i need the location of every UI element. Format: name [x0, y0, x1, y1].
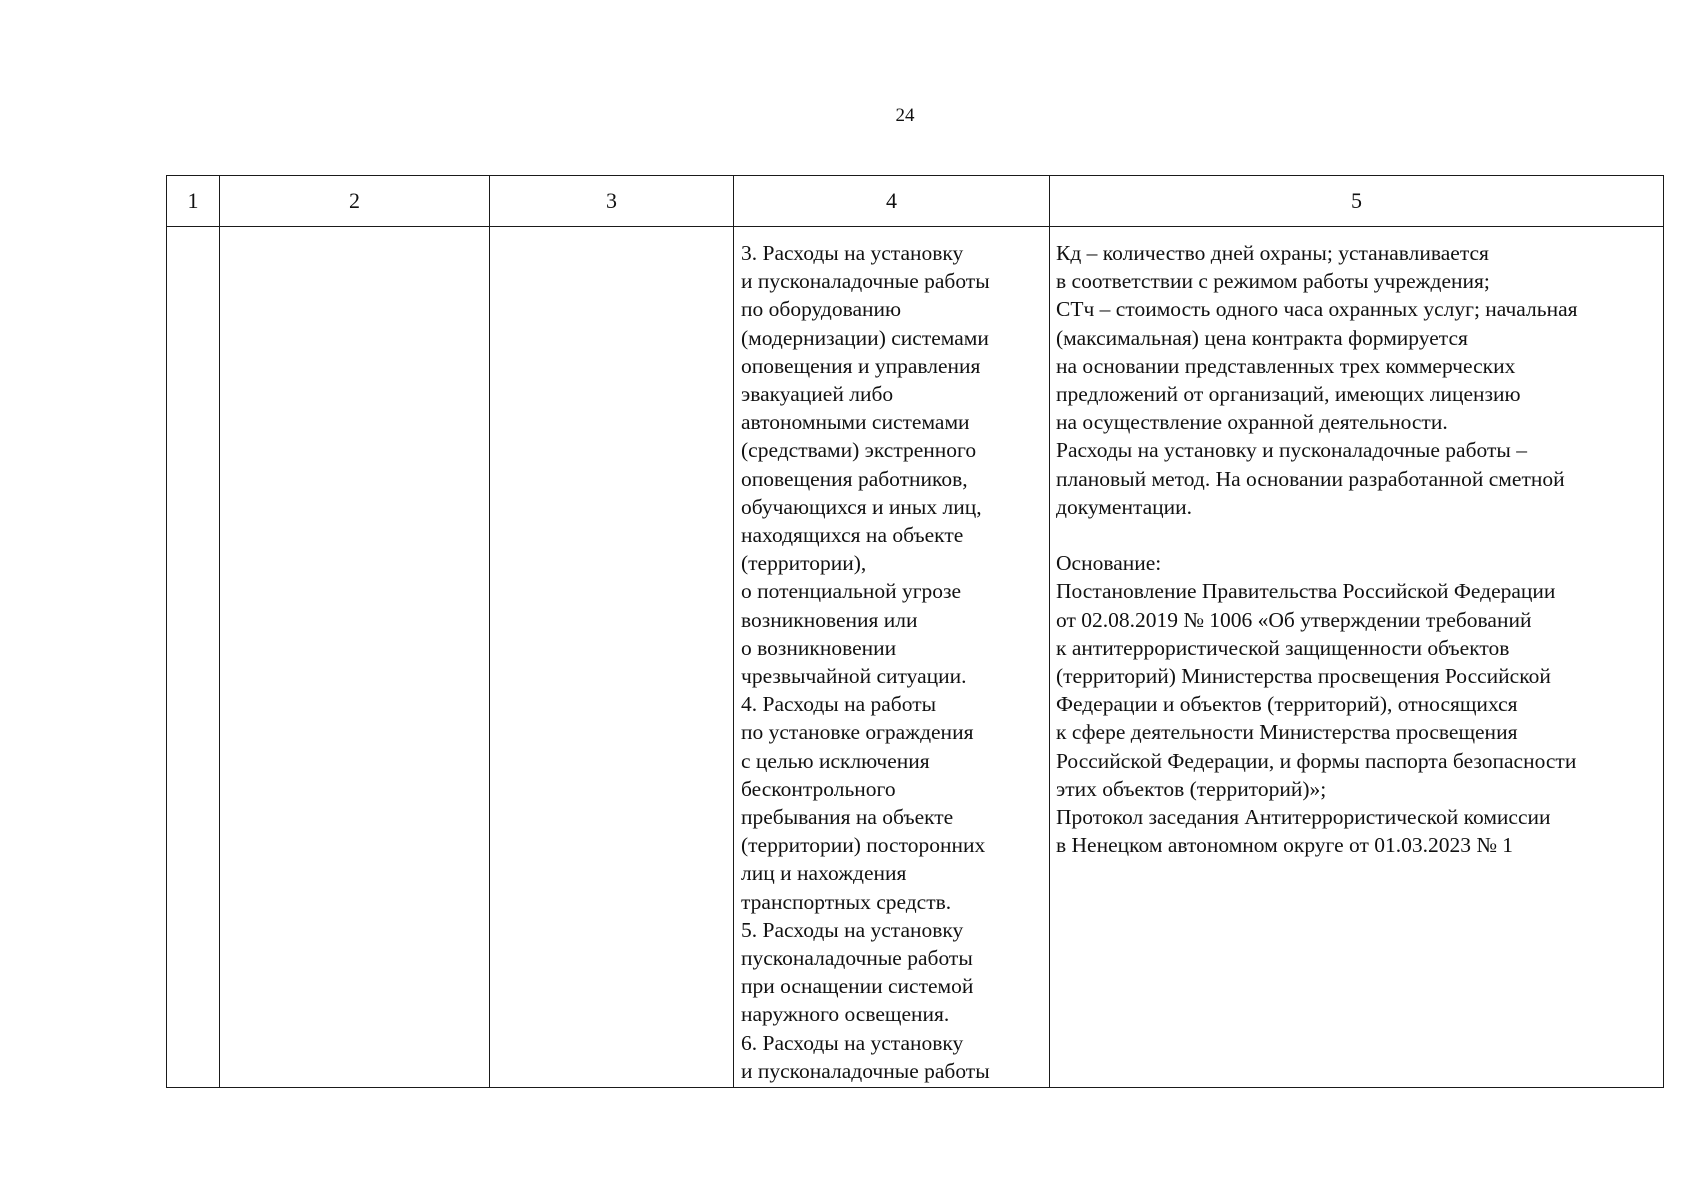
expense-list-text: 3. Расходы на установку и пусконаладочные работы по оборудованию (модернизации) системами оповещения и управления эвакуацией либо автономными системами (средствами) экстренного оповещения работников, обучающихся и иных лиц, находящихся на объекте (территории), о потенциальной угрозе возникновения или о возникновении чрезвычайной ситуации. 4. Расходы на работы по установке ограждения с целью исключения бесконтрольного пребывания на объекте (территории) посторонних лиц и нахождения транспортных средств. 5. Расходы на установку пусконаладочные работы при оснащении системой наружного освещения. 6. Расходы на установку и пусконаладочные работы [741, 241, 990, 1083]
cell-col-3-text [490, 227, 733, 239]
column-header-3: 3 [490, 176, 734, 227]
page-number: 24 [895, 105, 915, 126]
table-header-row [167, 176, 1664, 227]
calculation-basis-text: Кд – количество дней охраны; устанавливается в соответствии с режимом работы учреждения; СТч – стоимость одного часа охранных услуг; начальная (максимальная) цена контракта формируется на основании представленных трех коммерческих предложений от организаций, имеющих лицензию на осуществление охранной деятельности. Расходы на установку и пусконаладочные работы – плановый метод. На основании разработанной сметной документации. Основание: Постановление Правительства Российской Федерации от 02.08.2019 № 1006 «Об утверждении требований к антитеррористической защищенности объектов (территорий) Министерства просвещения Российской Федерации и объектов (территорий), относящихся к сфере деятельности Министерства просвещения Российской Федерации, и формы паспорта безопасности этих объектов (территорий)»; Протокол заседания Антитеррористической комиссии в Ненецком автономном округе от 01.03.2023 № 1 [1056, 241, 1578, 858]
cell-col-1-text [167, 227, 219, 239]
column-header-1: 1 [167, 176, 220, 227]
cell-col-4 [734, 227, 1050, 1088]
cell-col-5 [1050, 227, 1664, 1088]
cell-col-2 [220, 227, 490, 1088]
cell-col-1 [167, 227, 220, 1088]
column-header-5: 5 [1050, 176, 1664, 227]
cell-col-2-text [220, 227, 489, 239]
column-header-2: 2 [220, 176, 490, 227]
cell-col-3 [490, 227, 734, 1088]
document-table [166, 175, 1664, 1088]
column-header-4: 4 [734, 176, 1050, 227]
table-row [167, 227, 1664, 1088]
